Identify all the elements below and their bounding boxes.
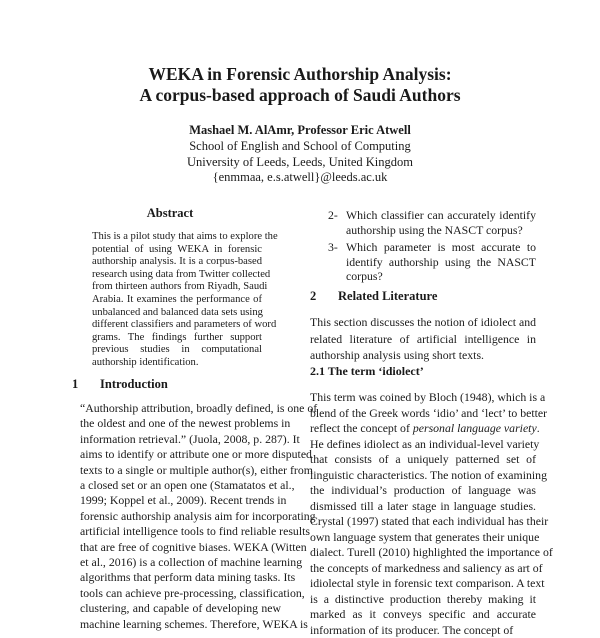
related-body [310,314,536,364]
text-line: clustering, and capable of developing new [80,601,281,616]
text-span: . [537,421,540,435]
section-title: Related Literature [338,289,437,303]
text-line: the concepts of markedness and saliency as art of [310,561,536,577]
text-line: related literature of artificial intelligence in [310,331,536,348]
text-line: that consists of a uniquely patterned set of [310,452,536,468]
text-line: information of its producer. The concept of [310,623,536,638]
question-2 [328,208,536,237]
text-line: is a distinctive production thereby making it [310,592,536,608]
text-line [310,421,536,437]
idiolect-heading: 2.1 The term ‘idiolect’ [310,364,424,379]
text-span: reflect the concept of [310,421,413,435]
text-line: the individual’s production of language was [310,483,536,499]
text-line: et al., 2016) is a collection of machine learning [80,555,281,570]
text-line: texts to a single or multiple author(s), either from [80,463,281,478]
text-line: This term was coined by Bloch (1948), which is a [310,390,536,406]
text-line: linguistic characteristics. The notion of examining [310,468,536,484]
text-line: “Authorship attribution, broadly defined, is one of [80,401,281,416]
idiolect-body [310,390,536,638]
paper-title-line-1: WEKA in Forensic Authorship Analysis: [0,64,600,85]
text-line: potential of using WEKA in forensic [92,244,262,257]
paper-title-line-2: A corpus-based approach of Saudi Authors [0,85,600,106]
text-line: authorship using the NASCT corpus? [346,223,536,238]
text-line: research using data from Twitter collected [92,269,262,282]
question-text [346,208,536,237]
text-line: previous studies in computational [92,344,262,357]
text-line: authorship analysis. It is a corpus-based [92,256,262,269]
intro-body [80,401,281,632]
text-line: machine learning schemes. Therefore, WEKA is [80,617,281,632]
section-number: 2 [310,289,338,304]
affiliation-line-1: School of English and School of Computing [0,139,600,154]
section-number: 1 [72,377,100,392]
text-line: marked as it conveys specific and accurate [310,607,536,623]
section-title: Introduction [100,377,168,391]
affiliation-line-2: University of Leeds, Leeds, United Kingdom [0,155,600,170]
text-line: authorship analysis using short texts. [310,347,536,364]
research-questions [328,208,536,284]
question-text [346,240,536,284]
text-line: This section discusses the notion of idiolect and [310,314,536,331]
question-3 [328,240,536,284]
text-line: own language system that generates their unique [310,530,536,546]
text-line: Arabia. It examines the performance of [92,294,262,307]
text-line: aims to identify or attribute one or more disputed [80,447,281,462]
text-line: different classifiers and parameters of word [92,319,262,332]
related-heading [310,289,437,304]
text-line: Which parameter is most accurate to [346,240,536,255]
text-line: authorship identification. [92,357,262,370]
text-line: blend of the Greek words ‘idio’ and ‘lect’ to better [310,406,536,422]
text-line: tools can achieve pre-processing, classification, [80,586,281,601]
text-line: artificial intelligence tools to find reliable results [80,524,281,539]
text-line: identify authorship using the NASCT [346,255,536,270]
text-line: a closed set or an open one (Stamatatos et al., [80,478,281,493]
text-line: from thirteen authors from Riyadh, Saudi [92,281,262,294]
text-line: Which classifier can accurately identify [346,208,536,223]
question-number: 2- [328,208,338,223]
intro-heading [72,377,168,392]
text-line: unbalanced and balanced data sets using [92,307,262,320]
text-line: 1999; Koppel et al., 2009). Recent trends in [80,493,281,508]
text-line: dismissed till a later stage in language studies. [310,499,536,515]
abstract-heading: Abstract [40,206,300,221]
abstract-body [92,231,262,370]
text-line: algorithms that perform data mining tasks. Its [80,570,281,585]
author-email: {enmmaa, e.s.atwell}@leeds.ac.uk [0,170,600,185]
text-line: that are free of cognitive biases. WEKA (Witten [80,540,281,555]
text-line: corpus? [346,269,536,284]
text-line: information retrieval.” (Juola, 2008, p. 287). It [80,432,281,447]
text-line: the oldest and one of the newest problems in [80,416,281,431]
text-line: dialect. Turell (2010) highlighted the importance of [310,545,536,561]
text-line: grams. The findings further support [92,332,262,345]
author-names: Mashael M. AlAmr, Professor Eric Atwell [0,123,600,138]
text-line: idiolectal style in forensic text comparison. A text [310,576,536,592]
text-line: forensic authorship analysis aim for incorporating [80,509,281,524]
text-line: This is a pilot study that aims to explore the [92,231,262,244]
text-line: He defines idiolect as an individual-level variety [310,437,536,453]
italic-text: personal language variety [413,421,537,435]
question-number: 3- [328,240,338,255]
text-line: Crystal (1997) stated that each individual has their [310,514,536,530]
